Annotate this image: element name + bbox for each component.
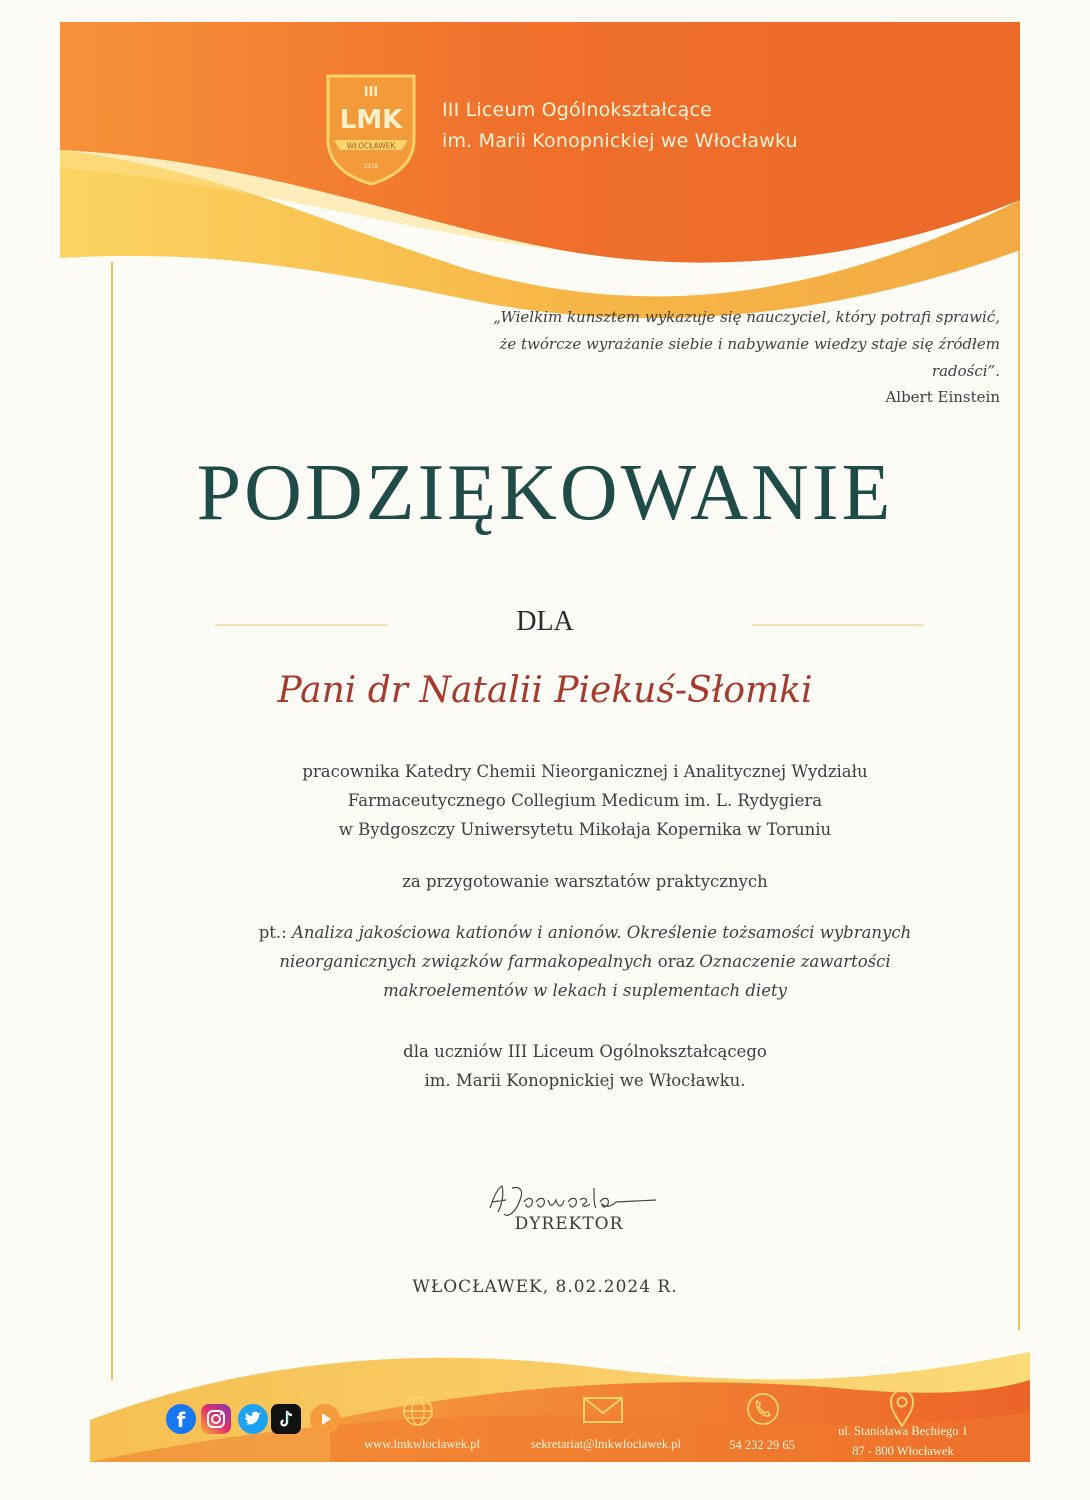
footer-website[interactable]: www.lmkwloclawek.pl xyxy=(364,1437,480,1451)
workshop-line2a: nieorganicznych związków farmakopealnych xyxy=(279,952,653,971)
affiliation-line3: w Bydgoszczy Uniwersytetu Mikołaja Kopernika w Toruniu xyxy=(338,820,832,839)
globe-icon xyxy=(400,1393,436,1429)
phone-icon xyxy=(744,1390,782,1428)
instagram-icon[interactable] xyxy=(201,1404,231,1434)
youtube-icon[interactable] xyxy=(310,1404,340,1434)
twitter-icon[interactable] xyxy=(238,1404,268,1434)
einstein-quote xyxy=(440,304,1000,385)
footer-address-line1: ul. Stanisława Bechiego 1 xyxy=(838,1424,968,1438)
quote-author: Albert Einstein xyxy=(885,388,1000,406)
school-name xyxy=(442,95,902,157)
audience-line1: dla uczniów III Liceum Ogólnokształcącego xyxy=(403,1042,767,1061)
school-name-line1: III Liceum Ogólnokształcące xyxy=(442,99,713,121)
affiliation-line1: pracownika Katedry Chemii Nieorganicznej i Analitycznej Wydziału xyxy=(302,762,868,781)
audience xyxy=(160,1037,1010,1095)
svg-text:f: f xyxy=(176,1408,186,1432)
mail-icon xyxy=(582,1395,624,1425)
workshop-line2-connector: oraz xyxy=(652,952,700,971)
place-date: WŁOCŁAWEK, 8.02.2024 R. xyxy=(412,1277,678,1297)
footer-email[interactable]: sekretariat@lmkwloclawek.pl xyxy=(531,1437,681,1451)
recipient-name: Pani dr Natalii Piekuś-Słomki xyxy=(277,670,813,711)
quote-line3: radości”. xyxy=(931,362,1000,380)
workshop-prefix: pt.: xyxy=(258,923,292,942)
logo-ribbon-text: WŁOCŁAWEK xyxy=(346,141,396,151)
school-name-line2: im. Marii Konopnickiej we Włocławku xyxy=(442,130,798,152)
dla-label: DLA xyxy=(516,606,574,637)
thanks-reason: za przygotowanie warsztatów praktycznych xyxy=(402,872,768,891)
quote-line1: „Wielkim kunsztem wykazuje się nauczyciel, który potrafi sprawić, xyxy=(493,308,1000,326)
tiktok-icon[interactable] xyxy=(271,1404,301,1434)
signature-role: DYREKTOR xyxy=(514,1214,624,1234)
certificate-title: PODZIĘKOWANIE xyxy=(196,449,894,537)
facebook-icon[interactable] xyxy=(166,1404,196,1434)
footer-address-line2: 87 - 800 Włocławek xyxy=(852,1444,954,1458)
workshop-title xyxy=(160,918,1010,1005)
location-pin-icon xyxy=(888,1388,916,1428)
school-logo xyxy=(322,70,420,188)
workshop-line3: makroelementów w lekach i suplementach diety xyxy=(383,981,787,1000)
affiliation-line2: Farmaceutycznego Collegium Medicum im. L. Rydygiera xyxy=(347,791,823,810)
footer-phone: 54 232 29 65 xyxy=(729,1438,795,1452)
recipient-affiliation xyxy=(160,757,1010,844)
quote-line2: że twórcze wyrażanie siebie i nabywanie wiedzy staje się źródłem xyxy=(499,335,1000,353)
workshop-line2b: Oznaczenie zawartości xyxy=(699,952,891,971)
workshop-line1: Analiza jakościowa kationów i anionów. Określenie tożsamości wybranych xyxy=(291,923,912,942)
logo-letters: LMK xyxy=(339,105,403,135)
logo-year: 1918 xyxy=(363,163,379,170)
logo-numeral: III xyxy=(363,85,379,100)
audience-line2: im. Marii Konopnickiej we Włocławku. xyxy=(424,1071,746,1090)
